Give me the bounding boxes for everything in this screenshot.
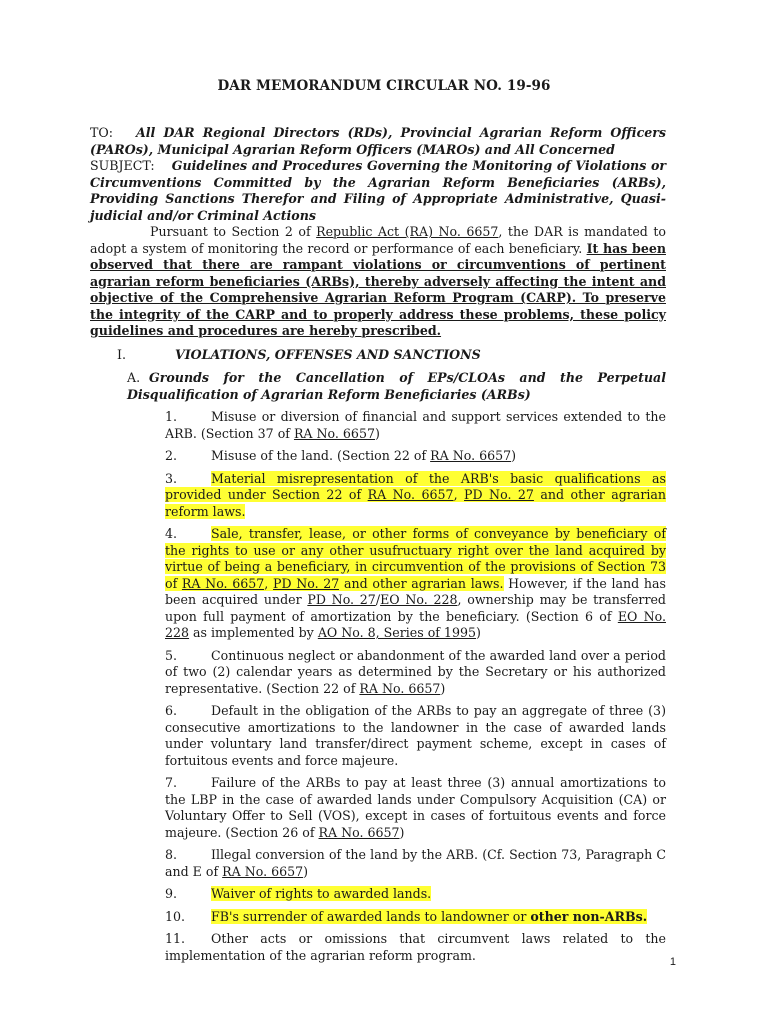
list-item: 8. Illegal conversion of the land by the ARB. (Cf. Section 73, Paragraph C and E of RA No. 6657)	[165, 847, 666, 879]
ra-6657-link[interactable]: RA No. 6657	[367, 487, 454, 502]
eo-228-link[interactable]: EO No. 228	[165, 608, 666, 640]
ra-6657-link[interactable]: RA No. 6657	[181, 575, 265, 591]
pd-27-link[interactable]: PD No. 27	[307, 592, 376, 607]
page-number: 1	[669, 956, 676, 968]
to-label: TO:	[90, 125, 113, 140]
list-item: 2. Misuse of the land. (Section 22 of RA No. 6657)	[165, 448, 517, 463]
list-item: 6. Default in the obligation of the ARBs to pay an aggregate of three (3) consecutive amortizations to the landowner in the case of awarded lands under voluntary land transfer/direct payment scheme, except in cases of fortuitous events and force majeure.	[165, 703, 666, 768]
eo-228-link[interactable]: EO No. 228	[380, 592, 458, 607]
list-item-highlighted: 4. Sale, transfer, lease, or other forms of conveyance by beneficiary of the rights to use or any other usufructuary right over the land acquired by virtue of being a beneficiary, in circumvention of the provisions of Section 73 of RA No. 6657, PD No. 27 and other agrarian laws. However, if the land has been acquired under PD No. 27/EO No. 228, ownership may be transferred upon full payment of amortization by the beneficiary. (Section 6 of EO No. 228 as implemented by AO No. 8, Series of 1995)	[165, 526, 666, 640]
ra-6657-link[interactable]: RA No. 6657	[293, 425, 375, 441]
ao-8-link[interactable]: AO No. 8, Series of 1995	[317, 625, 476, 640]
memo-body	[90, 125, 666, 964]
ra-6657-link[interactable]: RA No. 6657	[222, 863, 304, 879]
to-line	[90, 125, 666, 158]
list-item: 1. Misuse or diversion of financial and support services extended to the ARB. (Section 37 of RA No. 6657)	[165, 409, 666, 441]
ra-6657-link[interactable]: RA No. 6657	[359, 680, 441, 696]
ra-6657-link[interactable]: RA No. 6657	[318, 824, 400, 840]
pd-27-link[interactable]: PD No. 27	[464, 487, 534, 502]
pd-27-link[interactable]: PD No. 27	[272, 575, 340, 591]
intro-paragraph: Pursuant to Section 2 of Republic Act (RA) No. 6657, the DAR is mandated to adopt a system of monitoring the record or performance of each beneficiary. It has been observed that there are rampant violations or circumventions of pertinent agrarian reform beneficiaries (ARBs), thereby adversely affecting the intent and objective of the Comprehensive Agrarian Reform Program (CARP). To preserve the integrity of the CARP and to properly address these problems, these policy guidelines and procedures are hereby prescribed.	[90, 224, 666, 338]
to-recipients: All DAR Regional Directors (RDs), Provincial Agrarian Reform Officers (PAROs), Municipal Agrarian Reform Officers (MAROs) and All Concerned	[90, 125, 666, 157]
list-item: 5. Continuous neglect or abandonment of the awarded land over a period of two (2) calendar years as determined by the Secretary or his authorized representative. (Section 22 of RA No. 6657)	[165, 647, 666, 696]
section-a-heading: A. Grounds for the Cancellation of EPs/CLOAs and the Perpetual Disqualification of Agrarian Reform Beneficiaries (ARBs)	[127, 370, 666, 402]
list-item-highlighted: 3. Material misrepresentation of the ARB's basic qualifications as provided under Section 22 of RA No. 6657, PD No. 27 and other agrarian reform laws.	[165, 470, 666, 519]
list-item: 7. Failure of the ARBs to pay at least three (3) annual amortizations to the LBP in the case of awarded lands under Compulsory Acquisition (CA) or Voluntary Offer to Sell (VOS), except in cases of fortuitous events and force majeure. (Section 26 of RA No. 6657)	[165, 775, 666, 840]
subject-text: Guidelines and Procedures Governing the Monitoring of Violations or Circumventions Committed by the Agrarian Reform Beneficiaries (ARBs), Providing Sanctions Therefor and Filing of Appropriate Administrative, Quasi-judicial and/or Criminal Actions	[90, 158, 667, 223]
subject-label: SUBJECT:	[90, 158, 155, 173]
subject-line	[90, 158, 666, 224]
section-i-heading: I. VIOLATIONS, OFFENSES AND SANCTIONS	[117, 346, 481, 362]
memo-title: DAR MEMORANDUM CIRCULAR NO. 19-96	[217, 78, 551, 94]
list-item: 11. Other acts or omissions that circumvent laws related to the implementation of the agrarian reform program.	[165, 931, 666, 963]
policy-statement: It has been observed that there are rampant violations or circumventions of pertinent agrarian reform beneficiaries (ARBs), thereby adversely affecting the intent and objective of the Comprehensive Agrarian Reform Program (CARP). To preserve the integrity of the CARP and to properly address these problems, these policy guidelines and procedures are hereby prescribed.	[90, 240, 666, 338]
list-item-highlighted: 10. FB's surrender of awarded lands to landowner or other non-ARBs.	[165, 908, 648, 924]
list-item-highlighted: 9. Waiver of rights to awarded lands.	[165, 886, 432, 901]
ra-6657-link[interactable]: Republic Act (RA) No. 6657	[316, 224, 499, 239]
ra-6657-link[interactable]: RA No. 6657	[430, 448, 512, 463]
